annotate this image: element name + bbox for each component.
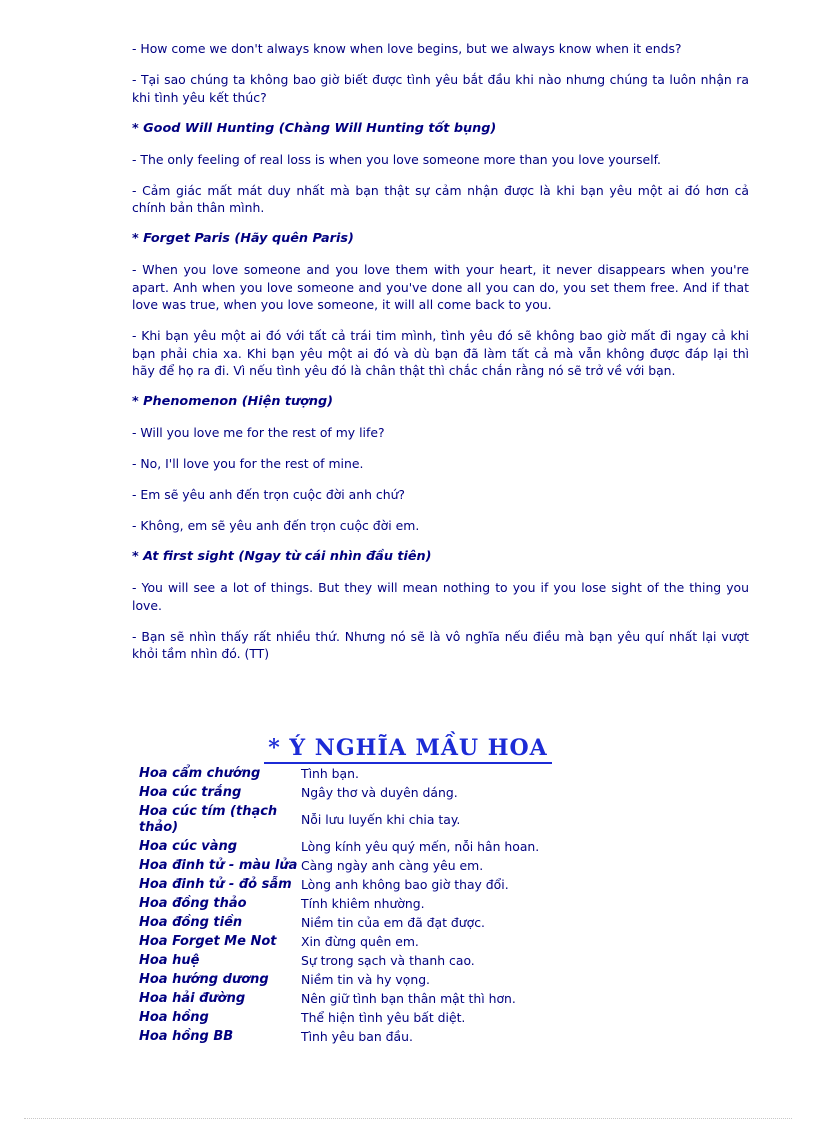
flower-meaning: Tình yêu ban đầu. [301, 1029, 413, 1044]
paragraph: - When you love someone and you love them with your heart, it never disappears when you're apart. Anh when you love someone and you've done all you can do, you set them free. And if that love was true, when you love someone, it will all come back to you. [132, 262, 749, 312]
flower-name: Hoa hướng dương [139, 972, 269, 987]
flower-meaning: Niềm tin và hy vọng. [301, 972, 430, 987]
movie-heading: * Phenomenon (Hiện tượng) [132, 394, 334, 409]
flower-meaning: Sự trong sạch và thanh cao. [301, 953, 475, 968]
flower-name: Hoa đồng tiền [139, 915, 243, 930]
flower-name: Hoa cẩm chướng [139, 766, 261, 781]
movie-heading: * Good Will Hunting (Chàng Will Hunting tốt bụng) [132, 120, 497, 136]
paragraph: - Không, em sẽ yêu anh đến trọn cuộc đời em. [132, 518, 420, 533]
flower-meaning: Tình bạn. [301, 766, 359, 781]
paragraph: - Will you love me for the rest of my life? [132, 425, 385, 440]
flower-name: Hoa đinh tử - đỏ sẫm [139, 877, 292, 892]
paragraph: - Tại sao chúng ta không bao giờ biết được tình yêu bắt đầu khi nào nhưng chúng ta luôn nhận ra khi tình yêu kết thúc? [132, 72, 749, 105]
flower-meaning-title [0, 735, 816, 761]
flower-name: Hoa hồng [139, 1010, 209, 1025]
article-body [132, 40, 749, 676]
paragraph: - Bạn sẽ nhìn thấy rất nhiều thứ. Nhưng nó sẽ là vô nghĩa nếu điều mà bạn yêu quí nhất lại vượt khỏi tầm nhìn đó. (TT) [132, 628, 749, 661]
flower-meaning-title-text: * Ý NGHĨA MẦU HOA [264, 735, 552, 764]
flower-meaning: Ngây thơ và duyên dáng. [301, 785, 458, 800]
flower-row [139, 991, 584, 1007]
flower-row [139, 915, 584, 931]
flower-meaning: Lòng anh không bao giờ thay đổi. [301, 877, 509, 892]
flower-row [139, 896, 584, 912]
flower-row [139, 858, 584, 874]
paragraph: - No, I'll love you for the rest of mine. [132, 456, 364, 471]
flower-name: Hoa Forget Me Not [139, 934, 277, 949]
flower-meaning: Xin đừng quên em. [301, 934, 419, 949]
flower-row [139, 934, 584, 950]
flower-row [139, 839, 584, 855]
flower-name: Hoa đinh tử - màu lửa [139, 858, 298, 873]
flower-meaning: Tính khiêm nhường. [301, 896, 425, 911]
flower-name: Hoa cúc trắng [139, 785, 242, 800]
flower-row [139, 953, 584, 969]
flower-row [139, 877, 584, 893]
paragraph: - How come we don't always know when love begins, but we always know when it ends? [132, 41, 682, 56]
paragraph: - You will see a lot of things. But they will mean nothing to you if you lose sight of the thing you love. [132, 580, 749, 613]
flower-meaning: Thể hiện tình yêu bất diệt. [301, 1010, 466, 1025]
movie-heading: * Forget Paris (Hãy quên Paris) [132, 231, 354, 246]
flower-name: Hoa cúc vàng [139, 839, 238, 854]
flower-name: Hoa đồng thảo [139, 896, 247, 911]
flower-name: Hoa hải đường [139, 991, 246, 1006]
movie-heading: * At first sight (Ngay từ cái nhìn đầu tiên) [132, 549, 432, 564]
flower-row [139, 785, 584, 801]
flower-row [139, 766, 584, 782]
flower-name: Hoa cúc tím (thạch thảo) [139, 804, 278, 835]
flower-row [139, 804, 584, 836]
page-bottom-divider [24, 1118, 792, 1119]
flower-name: Hoa hồng BB [139, 1029, 234, 1044]
flower-row [139, 972, 584, 988]
flower-row [139, 1010, 584, 1026]
paragraph: - Khi bạn yêu một ai đó với tất cả trái tim mình, tình yêu đó sẽ không bao giờ mất đi ngay cả khi bạn phải chia xa. Khi bạn yêu một ai đó và dù bạn đã làm tất cả mà vẫn không được đáp lại thì hãy để họ ra đi. Vì nếu tình yêu đó là chân thật thì chắc chắn rằng nó sẽ trở về với bạn. [132, 328, 749, 378]
paragraph: - The only feeling of real loss is when you love someone more than you love yourself. [132, 151, 661, 167]
flower-meaning: Nỗi lưu luyến khi chia tay. [301, 812, 461, 827]
flower-meaning: Nên giữ tình bạn thân mật thì hơn. [301, 991, 516, 1006]
flower-meaning: Càng ngày anh càng yêu em. [301, 858, 484, 873]
flower-row [139, 1029, 584, 1045]
paragraph: - Cảm giác mất mát duy nhất mà bạn thật sự cảm nhận được là khi bạn yêu một ai đó hơn cả chính bản thân mình. [132, 182, 749, 215]
flower-meaning-table [139, 766, 584, 1048]
paragraph: - Em sẽ yêu anh đến trọn cuộc đời anh chứ? [132, 487, 406, 502]
flower-meaning: Lòng kính yêu quý mến, nỗi hân hoan. [301, 839, 540, 854]
flower-meaning: Niềm tin của em đã đạt được. [301, 915, 485, 930]
flower-name: Hoa huệ [139, 953, 200, 968]
